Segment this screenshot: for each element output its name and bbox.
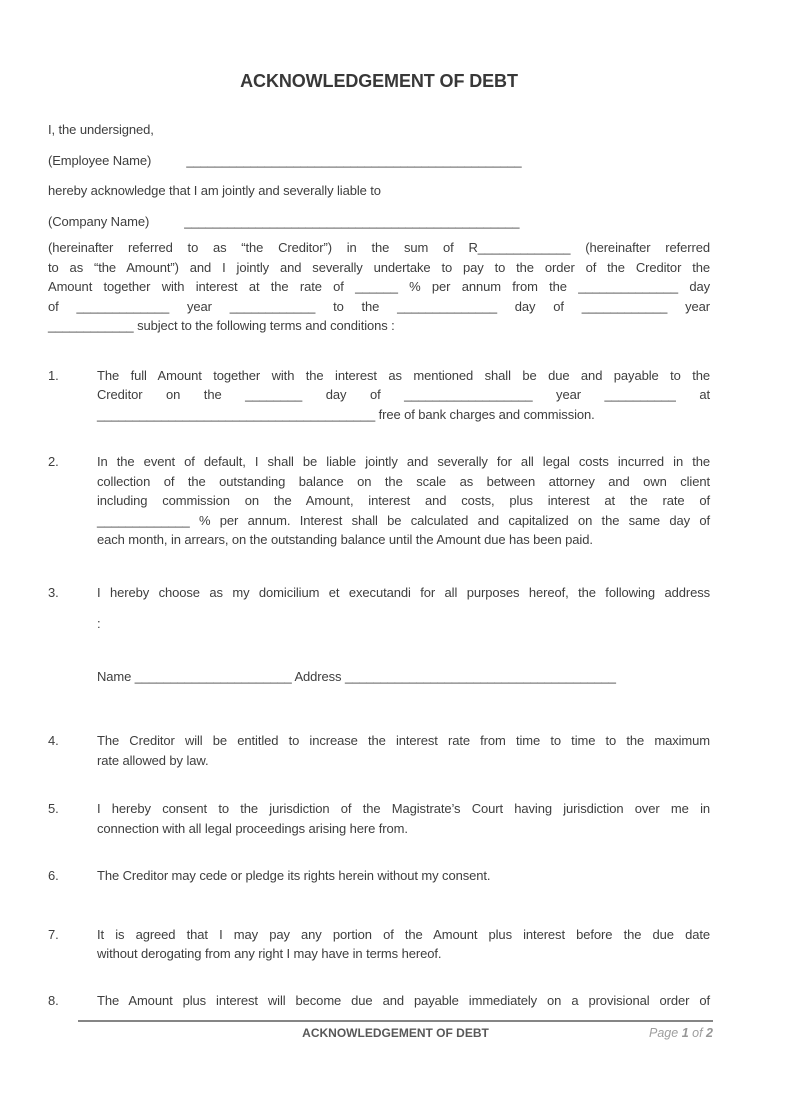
footer-of-word: of [692,1026,703,1040]
clause-7-number: 7. [48,926,59,942]
text-line: : [97,616,101,631]
clause-2-text [97,452,710,550]
employee-name-field-line: (Employee Name) _______________________________________________ [48,152,522,168]
footer-total-pages: 2 [706,1026,713,1040]
document-body [48,0,710,1010]
clause-7-text [97,925,710,964]
text-line: of _____________ year ____________ to the ______________ day of ____________ year [48,298,710,314]
text-line: Amount together with interest at the rate of ______ % per annum from the ______________ day [48,279,710,294]
clause-3-body [97,583,710,687]
text-line: including commission on the Amount, interest and costs, plus interest at the rate of [97,493,710,508]
clause-8-number: 8. [48,992,59,1008]
footer-page-word: Page [649,1026,679,1040]
text-line: to as “the Amount”) and I jointly and severally undertake to pay to the order of the Creditor the [48,259,710,275]
clause-6-text [97,866,710,886]
text-line: connection with all legal proceedings arising here from. [97,820,408,836]
clause-5-number: 5. [48,801,59,816]
acknowledge-line: hereby acknowledge that I am jointly and severally liable to [48,183,381,198]
name-address-field-line: Name ______________________ Address ______________________________________ [97,668,616,684]
page-footer [78,1020,713,1041]
text-line: I hereby consent to the jurisdiction of the Magistrate’s Court having jurisdiction over me in [97,801,710,816]
clause-8-text [97,991,710,1011]
text-line: _____________ % per annum. Interest shall be calculated and capitalized on the same day of [97,512,710,528]
text-line: Creditor on the ________ day of __________________ year __________ at [97,387,710,402]
text-line: It is agreed that I may pay any portion of the Amount plus interest before the due date [97,926,710,942]
clause-3 [48,583,710,687]
text-line: The Amount plus interest will become due and payable immediately on a provisional order of [97,992,710,1008]
clause-4 [48,731,710,770]
text-line: The Creditor will be entitled to increase the interest rate from time to time to the maximum [97,733,710,748]
clause-1-text [97,366,710,425]
company-name-field-line: (Company Name) _______________________________________________ [48,213,520,229]
clause-2-number: 2. [48,454,59,469]
clause-3-number: 3. [48,584,59,600]
text-line: rate allowed by law. [97,752,209,768]
text-line: The Creditor may cede or pledge its rights herein without my consent. [97,868,491,883]
text-line: without derogating from any right I may have in terms hereof. [97,946,442,961]
text-line: (hereinafter referred to as “the Creditor”) in the sum of R_____________ (hereinafter referred [48,240,710,255]
clause-3-text [97,583,710,634]
clause-4-text [97,731,710,770]
clause-5-text [97,799,710,838]
clause-6 [48,866,710,886]
clause-1-number: 1. [48,367,59,383]
clause-2 [48,452,710,550]
clause-1 [48,366,710,425]
text-line: collection of the outstanding balance on the scale as between attorney and own client [97,473,710,489]
clause-8 [48,991,710,1011]
preamble-paragraph [48,238,710,336]
footer-title: ACKNOWLEDGEMENT OF DEBT [302,1026,489,1040]
clause-7 [48,925,710,964]
text-line: ____________ subject to the following terms and conditions : [48,318,395,333]
document-title: ACKNOWLEDGEMENT OF DEBT [240,71,518,91]
text-line: The full Amount together with the interest as mentioned shall be due and payable to the [97,367,710,383]
footer-page-number: 1 [681,1026,689,1040]
footer-page-label [649,1026,713,1040]
text-line: _______________________________________ free of bank charges and commission. [97,406,595,422]
clause-4-number: 4. [48,733,59,748]
intro-undersigned-line: I, the undersigned, [48,122,154,137]
text-line: each month, in arrears, on the outstanding balance until the Amount due has been paid. [97,532,593,547]
text-line: I hereby choose as my domicilium et executandi for all purposes hereof, the following address [97,584,710,600]
clause-6-number: 6. [48,868,59,883]
text-line: In the event of default, I shall be liable jointly and severally for all legal costs incurred in the [97,454,710,469]
clause-5 [48,799,710,838]
